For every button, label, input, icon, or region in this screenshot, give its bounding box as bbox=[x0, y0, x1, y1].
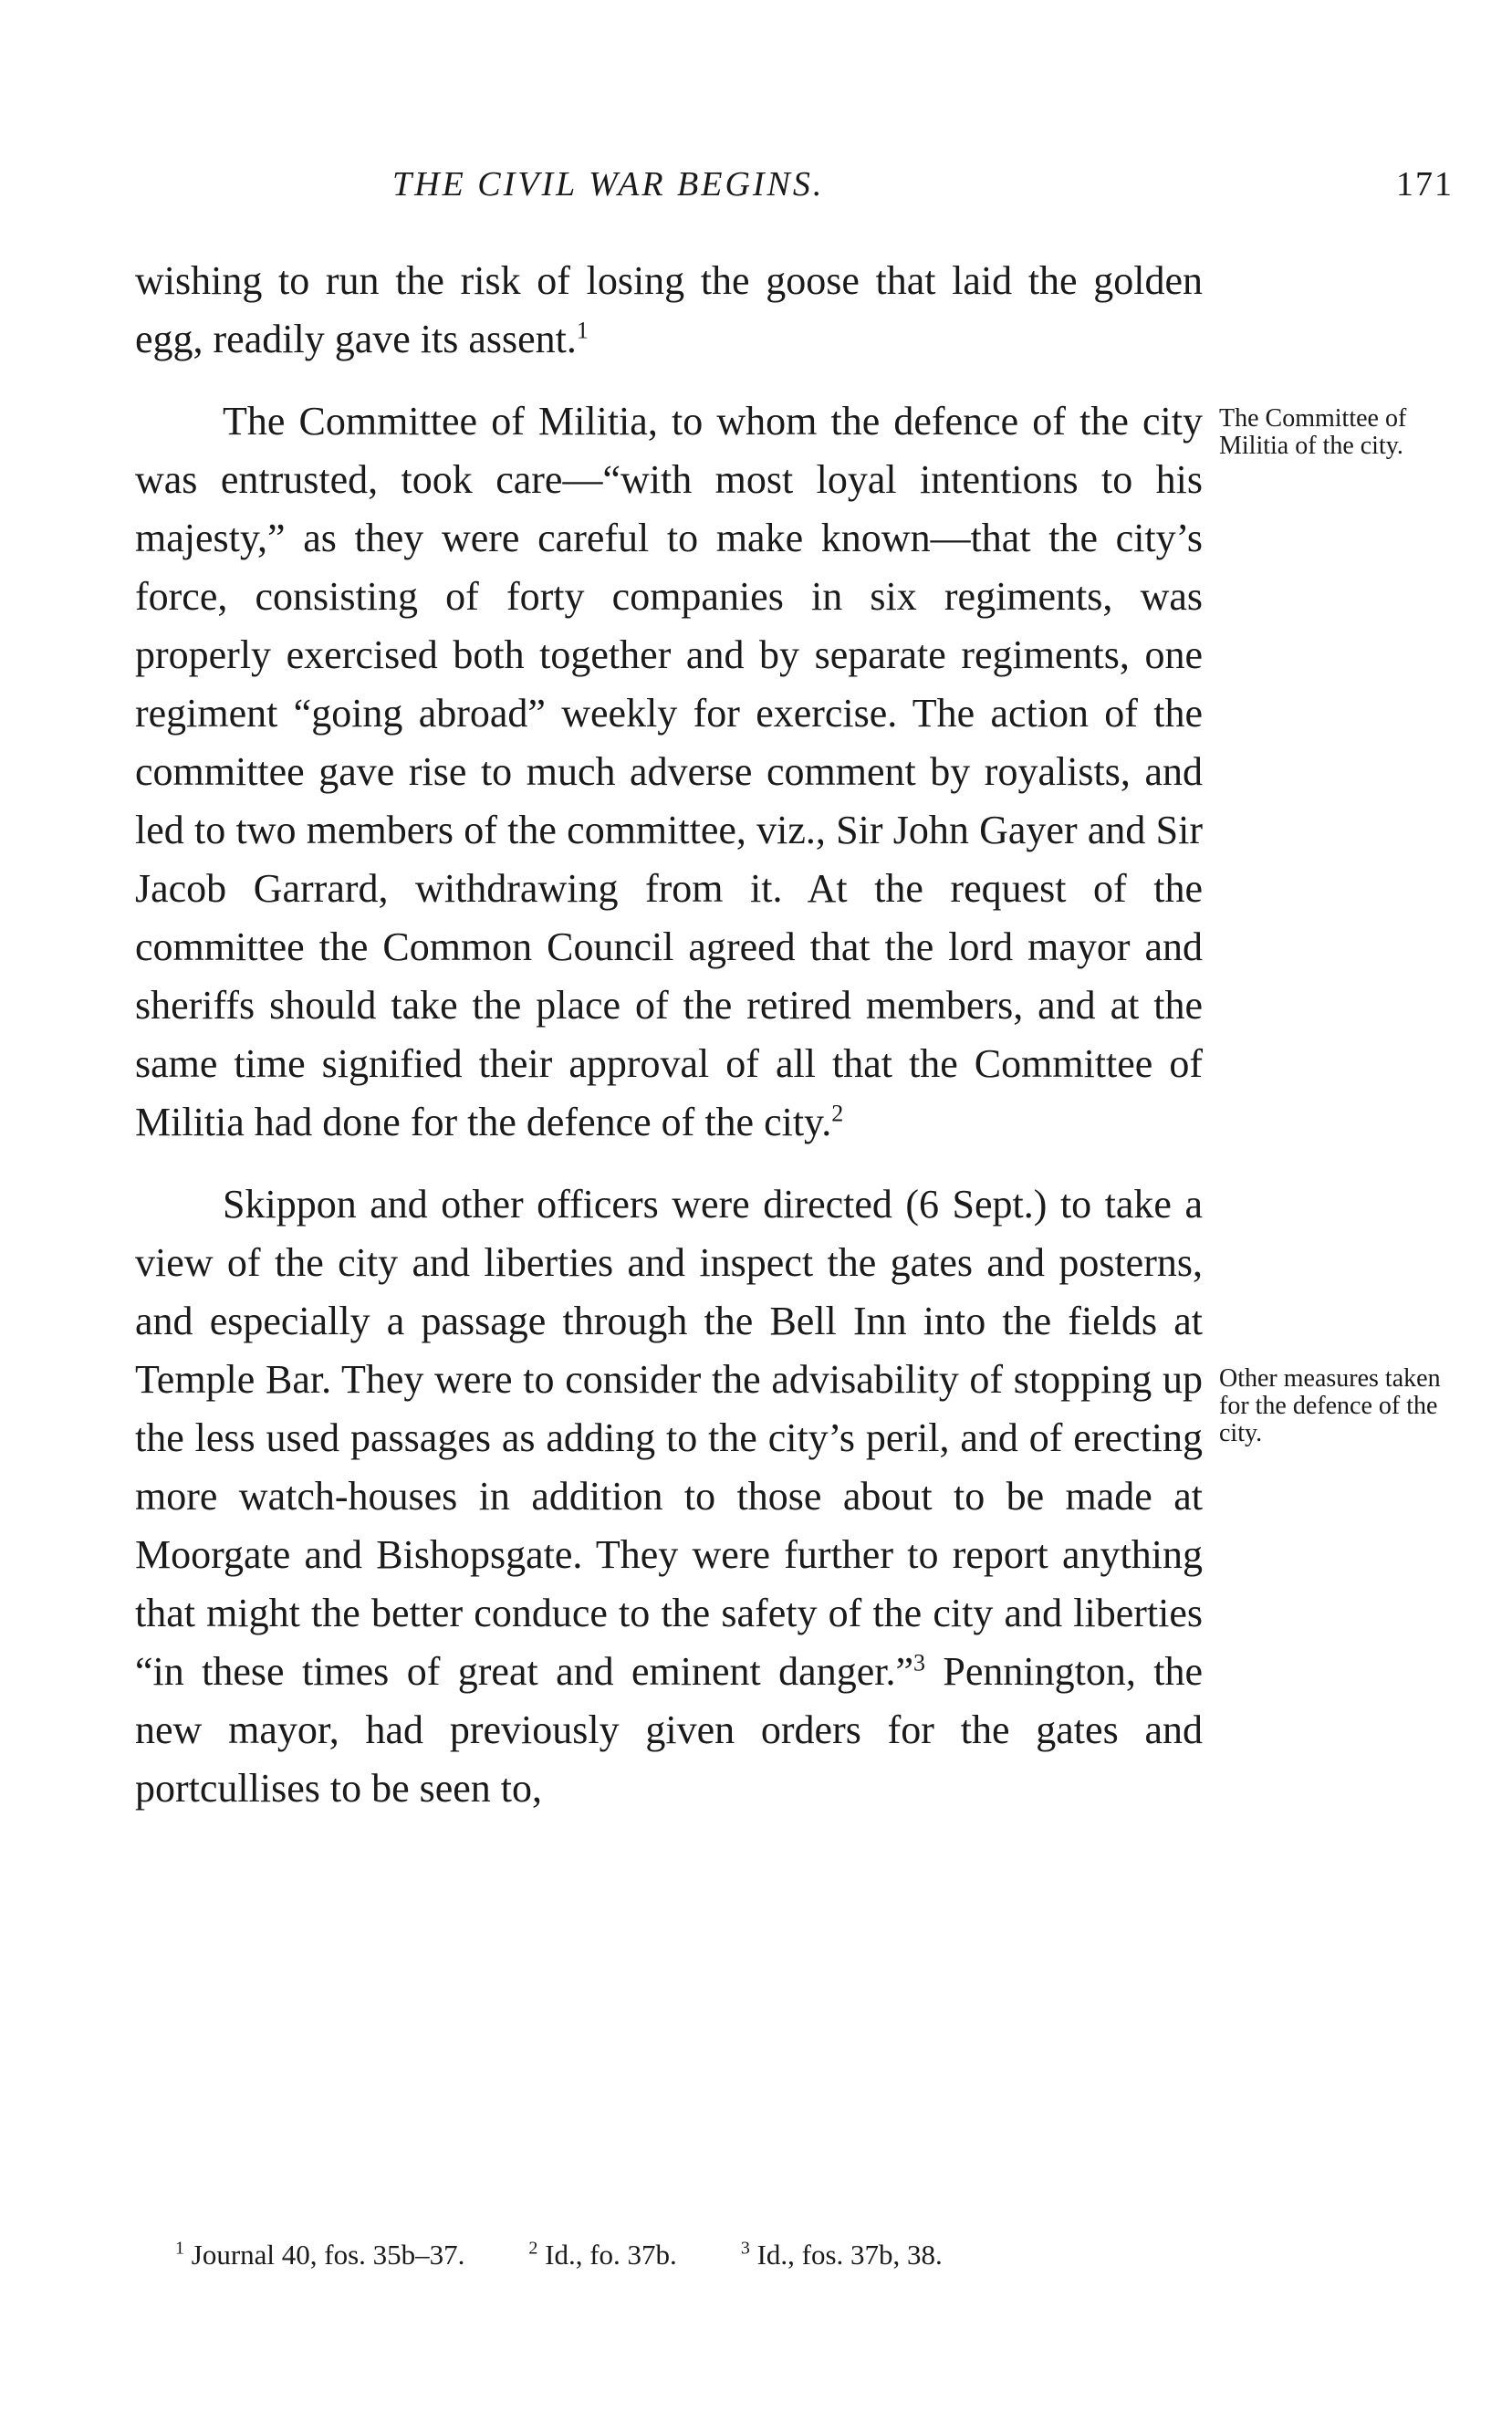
sidenote-other-measures: Other measures taken for the defence of the city. bbox=[1219, 1364, 1441, 1447]
paragraph-1-text: wishing to run the risk of losing the goose that laid the golden egg, readily gave its assent. bbox=[135, 258, 1203, 361]
footnote-2 bbox=[528, 2239, 676, 2271]
sidenote-committee-of-militia: The Committee of Militia of the city. bbox=[1219, 404, 1407, 460]
footnote-3-text: Id., fos. 37b, 38. bbox=[749, 2239, 943, 2271]
paragraph-2 bbox=[135, 392, 1203, 1152]
footnote-1 bbox=[175, 2239, 464, 2271]
paragraph-3-text-a: Skippon and other officers were directed (6 Sept.) to take a view of the city and liberties and inspect the gates and posterns, and especially a passage through the Bell Inn into the fields at Temple Bar. They were to consider the advisability of stopping up the less used passages as adding to the city’s peril, and of erecting more watch-houses in addition to those about to be made at Moorgate and Bishopsgate. They were further to report anything that might the better conduce to the safety of the city and liberties “in these times of great and eminent danger.” bbox=[135, 1182, 1203, 1694]
main-text bbox=[135, 252, 1203, 1818]
footnote-1-marker: 1 bbox=[175, 2238, 184, 2259]
footnote-2-text: Id., fo. 37b. bbox=[537, 2239, 677, 2271]
running-head: THE CIVIL WAR BEGINS. bbox=[392, 165, 825, 204]
footnote-ref-3: 3 bbox=[912, 1649, 925, 1676]
footnote-ref-1: 1 bbox=[576, 317, 589, 344]
footnote-3-marker: 3 bbox=[740, 2238, 750, 2259]
footnotes bbox=[175, 2239, 1206, 2271]
paragraph-1 bbox=[135, 252, 1203, 369]
footnote-1-text: Journal 40, fos. 35b–37. bbox=[184, 2239, 465, 2271]
footnote-2-marker: 2 bbox=[528, 2238, 538, 2259]
paragraph-3-text-b: Pennington, the new mayor, had previously given orders for the gates and portcullises to be seen to, bbox=[135, 1649, 1203, 1811]
footnote-3 bbox=[741, 2239, 943, 2271]
paragraph-3 bbox=[135, 1175, 1203, 1818]
paragraph-2-text: The Committee of Militia, to whom the defence of the city was entrusted, took care—“with most loyal intentions to his majesty,” as they were careful to make known—that the city’s force, consisting of forty companies in six regiments, was properly exercised both together and by separate regiments, one regiment “going abroad” weekly for exercise. The action of the committee gave rise to much adverse comment by royalists, and led to two members of the committee, viz., Sir John Gayer and Sir Jacob Garrard, withdrawing from it. At the request of the committee the Common Council agreed that the lord mayor and sheriffs should take the place of the retired members, and at the same time signified their approval of all that the Committee of Militia had done for the defence of the city. bbox=[135, 399, 1203, 1144]
page-number: 171 bbox=[1396, 165, 1454, 204]
footnote-ref-2: 2 bbox=[831, 1100, 844, 1127]
